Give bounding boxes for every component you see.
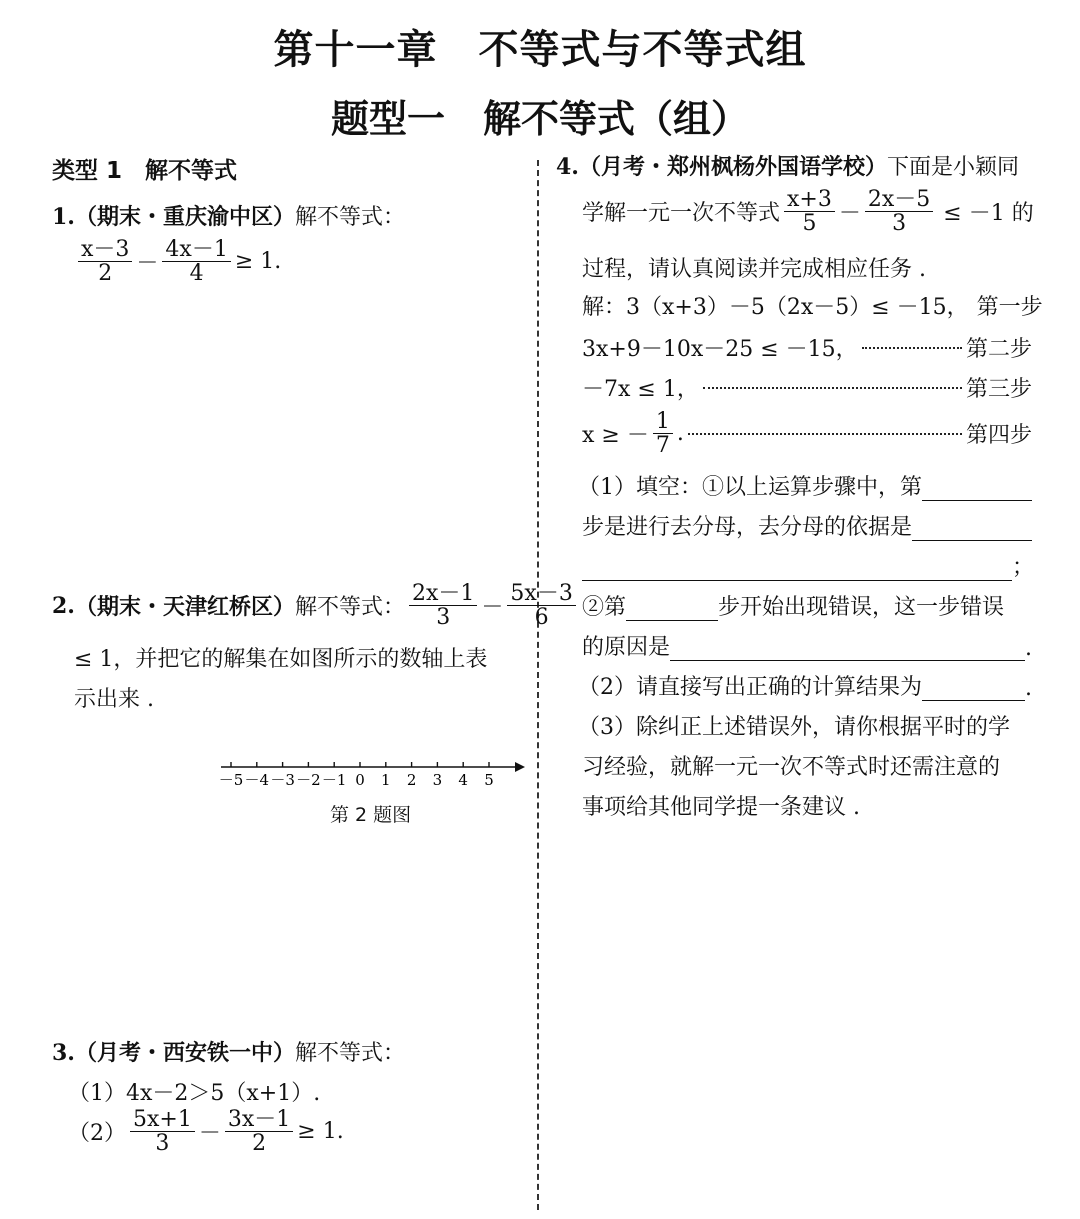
step-expression: 3x+9－10x－25 ≤ －15，: [582, 337, 858, 362]
number-line-tick-label: －4: [244, 771, 270, 789]
question-text: 解不等式：: [294, 205, 405, 230]
numerator: 4x－1: [162, 238, 230, 262]
part-label: （2）: [68, 1121, 126, 1147]
leader-dots: [862, 347, 962, 349]
question-4-header: [556, 150, 1019, 181]
numerator: 5x+1: [130, 1108, 195, 1132]
denominator: 4: [189, 261, 204, 287]
part-3-line2: 习经验，就解一元一次不等式时还需注意的: [582, 755, 1001, 780]
question-text: 下面是小颖同: [886, 155, 1019, 180]
part-3-line1: （3）除纠正上述错误外，请你根据平时的学: [578, 715, 1010, 740]
answer-blank[interactable]: [670, 638, 1025, 661]
minus-sign: －: [481, 595, 504, 621]
denominator: 3: [892, 211, 907, 237]
answer-blank[interactable]: [922, 478, 1032, 501]
denominator: 6: [534, 605, 549, 631]
numerator: x+3: [784, 188, 835, 212]
step-label: 第三步: [965, 377, 1032, 402]
question-text: 解不等式：: [294, 1041, 405, 1066]
denominator: 2: [98, 261, 113, 287]
number-line-tick-label: 5: [484, 771, 494, 789]
number-line: [215, 755, 530, 795]
leader-dots: [703, 387, 962, 389]
inequality-tail: ≥ 1.: [297, 1119, 344, 1145]
denominator: 5: [802, 211, 817, 237]
step-expression: －7x ≤ 1，: [582, 377, 699, 402]
question-1-expression: [74, 238, 281, 285]
number-line-tick-label: 3: [432, 771, 443, 789]
question-2-line2: ≤ 1，并把它的解集在如图所示的数轴上表: [74, 647, 488, 672]
numerator: 2x－5: [865, 188, 933, 212]
question-4-line3: 过程，请认真阅读并完成相应任务 .: [582, 257, 926, 282]
question-number: 3.: [52, 1040, 75, 1066]
answer-blank[interactable]: [912, 518, 1032, 541]
type-label: 类型 1 解不等式: [52, 158, 238, 184]
punctuation: ；: [1011, 555, 1034, 580]
part-1-line2: [582, 510, 1032, 541]
question-number: 2.: [52, 592, 75, 619]
part-text: （1）填空：①以上运算步骤中，第: [578, 475, 922, 500]
part-3-line3: 事项给其他同学提一条建议 .: [582, 795, 860, 820]
denominator: 2: [252, 1131, 267, 1157]
answer-blank[interactable]: [626, 598, 718, 621]
part-text: 的原因是: [582, 635, 671, 660]
numerator: 1: [653, 410, 673, 434]
inequality-tail: ≤ －1 的: [943, 201, 1034, 227]
answer-blank[interactable]: [922, 678, 1025, 701]
punctuation: .: [1025, 676, 1032, 701]
section-title: 题型一 解不等式（组）: [330, 97, 749, 141]
denominator: 3: [155, 1131, 170, 1157]
part-text: ②第: [582, 595, 627, 620]
question-3-part1: （1）4x－2＞5（x+1）.: [68, 1081, 321, 1106]
part-2-line: [578, 670, 1032, 701]
chapter-title: 第十一章 不等式与不等式组: [273, 27, 807, 73]
question-2-header: [52, 582, 580, 629]
answer-blank[interactable]: [582, 558, 1012, 581]
solution-step-2: [582, 332, 1032, 363]
question-number: 4.: [556, 154, 579, 180]
solution-step-3: [582, 372, 1032, 403]
numerator: 5x－3: [507, 582, 575, 606]
question-source: （期末・重庆渝中区）: [74, 204, 295, 230]
numerator: 3x－1: [225, 1108, 293, 1132]
part-1-line4: [582, 590, 1032, 621]
fraction: [162, 238, 230, 285]
fraction: [225, 1108, 293, 1155]
punctuation: .: [1025, 636, 1032, 661]
number-line-tick-label: 4: [458, 771, 468, 789]
step-label: 第二步: [965, 337, 1032, 362]
question-text: 学解一元一次不等式: [582, 201, 781, 227]
number-line-tick-label: －3: [270, 771, 295, 789]
number-line-tick-label: 0: [355, 771, 365, 789]
number-line-tick-label: －1: [321, 771, 347, 789]
number-line-tick-label: －2: [296, 771, 321, 789]
numerator: x－3: [78, 238, 132, 262]
denominator: 7: [655, 433, 670, 459]
part-text: 步开始出现错误，这一步错误: [718, 595, 1005, 620]
question-1-header: [52, 200, 405, 231]
question-number: 1.: [52, 204, 75, 230]
minus-sign: －: [838, 201, 861, 227]
question-2-line3: 示出来 .: [74, 687, 154, 712]
question-3-header: [52, 1036, 405, 1067]
fraction: [507, 582, 575, 629]
part-1-line1: [578, 470, 1032, 501]
solution-step-4: [582, 410, 1032, 457]
fraction: [784, 188, 835, 235]
number-line-tick-label: 1: [381, 771, 391, 789]
step-label: 第一步: [976, 295, 1043, 320]
period: .: [676, 421, 684, 447]
part-1-line3: [582, 550, 1034, 581]
minus-sign: －: [136, 251, 159, 277]
question-text: 解不等式：: [294, 595, 405, 621]
leader-dots: [688, 433, 962, 435]
number-line-tick-label: 2: [406, 771, 417, 789]
inequality-tail: ≥ 1.: [234, 249, 282, 275]
number-line-tick-label: －5: [218, 771, 244, 789]
step-label: 第四步: [965, 423, 1032, 449]
question-source: （期末・天津红桥区）: [74, 594, 295, 621]
minus-sign: －: [198, 1121, 221, 1147]
part-1-line5: [582, 630, 1032, 661]
numerator: 2x－1: [409, 582, 477, 606]
fraction: [409, 582, 477, 629]
fraction: [653, 410, 673, 457]
figure-caption: 第 2 题图: [330, 804, 412, 826]
denominator: 3: [436, 605, 451, 631]
question-source: （月考・郑州枫杨外国语学校）: [578, 154, 887, 180]
number-line-arrow: [515, 762, 525, 772]
part-text: 步是进行去分母，去分母的依据是: [582, 515, 913, 540]
step-expression: x ≥ －: [582, 423, 649, 449]
fraction: [78, 238, 132, 285]
part-text: （2）请直接写出正确的计算结果为: [578, 675, 922, 700]
fraction: [865, 188, 933, 235]
step-expression: 解：3（x+3）－5（2x－5）≤ －15，: [582, 295, 969, 320]
question-4-line2: [582, 188, 1034, 235]
fraction: [130, 1108, 195, 1155]
solution-step-1: [582, 290, 1043, 321]
column-divider: [537, 160, 539, 1210]
question-source: （月考・西安铁一中）: [74, 1040, 295, 1066]
question-3-part2: [68, 1108, 344, 1155]
